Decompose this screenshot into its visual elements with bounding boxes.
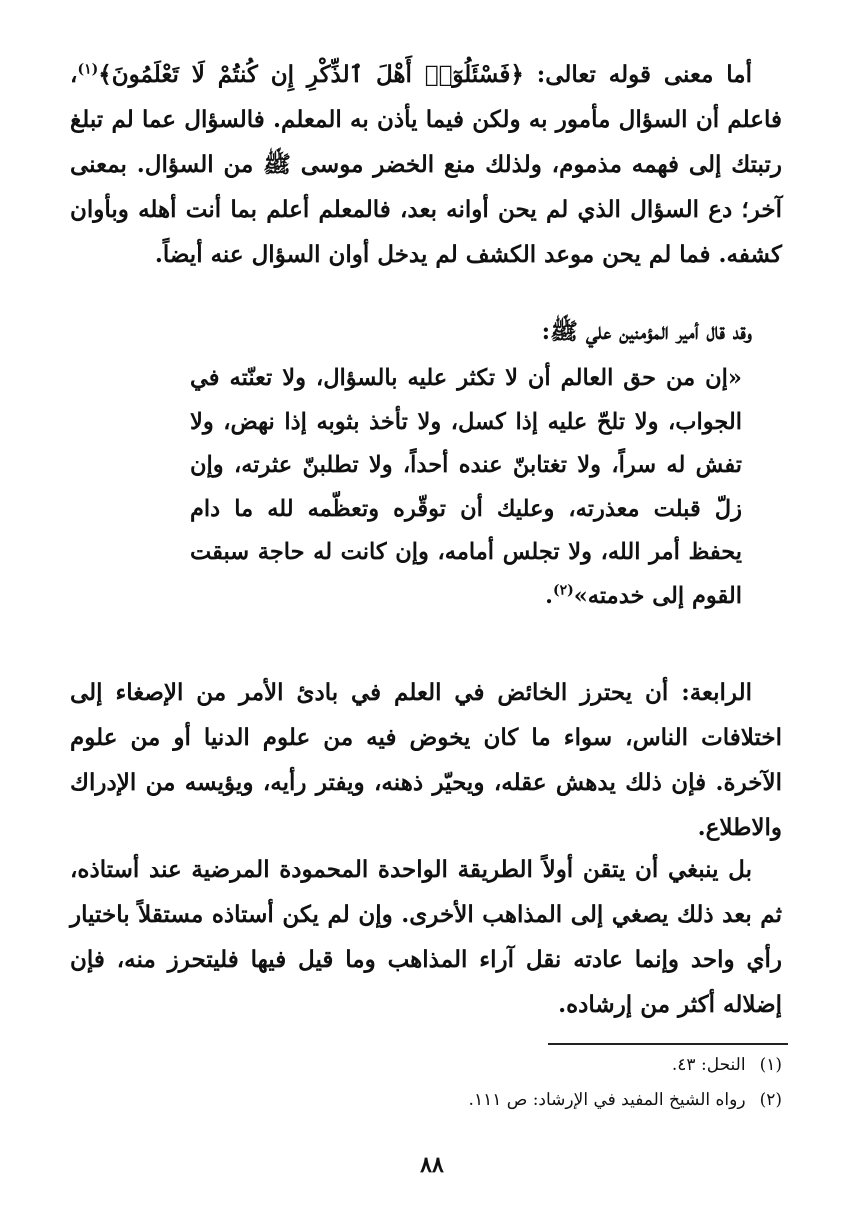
page-number: ٨٨: [420, 1152, 444, 1178]
footnote-1: [300, 1053, 782, 1077]
footnote-number: (٢): [759, 1090, 782, 1110]
section-keyword: الرابعة:: [681, 679, 752, 706]
quote-end: .: [545, 582, 553, 609]
footnote-2: [300, 1088, 782, 1112]
quran-verse: ﴿فَسْئَلُوٓا۟ أَهْلَ ٱلذِّكْرِ إِن كُنتُمْ لَا تَعْلَمُونَ﴾: [98, 61, 524, 88]
footnote-text: النحل: ٤٣.: [671, 1055, 746, 1075]
paragraph-text: أن يحترز الخائض في العلم في بادئ الأمر من الإصغاء إلى اختلافات الناس، سواء ما كان يخوض فيه من علوم الدنيا أو من علوم الآخرة. فإن ذلك يدهش عقله، ويحيّر ذهنه، ويفتر رأيه، ويؤيسه من الإدراك والاطلاع.: [70, 679, 782, 841]
paragraph-text: بل ينبغي أن يتقن أولاً الطريقة الواحدة المحمودة المرضية عند أستاذه، ثم بعد ذلك يصغي إلى المذاهب الأخرى. وإن لم يكن أستاذه مستقلاً باختيار رأي واحد وإنما عادته نقل آراء المذاهب وما قيل فيها فليتحرز منه، فإن إضلاله أكثر من إرشاده.: [70, 856, 782, 1018]
hadith-quote: [190, 357, 742, 618]
paragraph-fourth-rule: [70, 670, 782, 850]
paragraph-teacher-method: [70, 847, 782, 1027]
paragraph-imam-saying-intro: [70, 309, 782, 354]
footnote-ref-1: (١): [77, 61, 99, 78]
paragraph-text: وقد قال أمير المؤمنين علي ﷺ:: [541, 318, 752, 345]
footnote-text: رواه الشيخ المفيد في الإرشاد: ص ١١١.: [468, 1090, 746, 1110]
footnote-ref-2: (٢): [552, 582, 574, 598]
footnote-divider: [548, 1043, 788, 1045]
paragraph-body: ، فاعلم أن السؤال مأمور به ولكن فيما يأذن به المعلم. فالسؤال عما لم تبلغ رتبتك إلى فهمه مذموم، ولذلك منع الخضر موسى ﷺ من السؤال. بمعنى آخر؛ دع السؤال الذي لم يحن أوانه بعد، فالمعلم أعلم بما أنت أهله وبأوان كشفه. فما لم يحن موعد الكشف لم يدخل أوان السؤال عنه أيضاً.: [70, 61, 782, 268]
quote-text: «إن من حق العالم أن لا تكثر عليه بالسؤال، ولا تعنّته في الجواب، ولا تلحّ عليه إذا كسل، ولا تأخذ بثوبه إذا نهض، ولا تفش له سراً، ولا تغتابنّ عنده أحداً، ولا تطلبنّ عثرته، وإن زلّ قبلت معذرته، وعليك أن توقّره وتعظّمه لله ما دام يحفظ أمر الله، ولا تجلس أمامه، وإن كانت له حاجة سبقت القوم إلى خدمته»: [190, 365, 742, 609]
paragraph-quran-question: [70, 52, 782, 277]
paragraph-intro: أما معنى قوله تعالى:: [523, 61, 752, 88]
footnote-number: (١): [759, 1055, 782, 1075]
